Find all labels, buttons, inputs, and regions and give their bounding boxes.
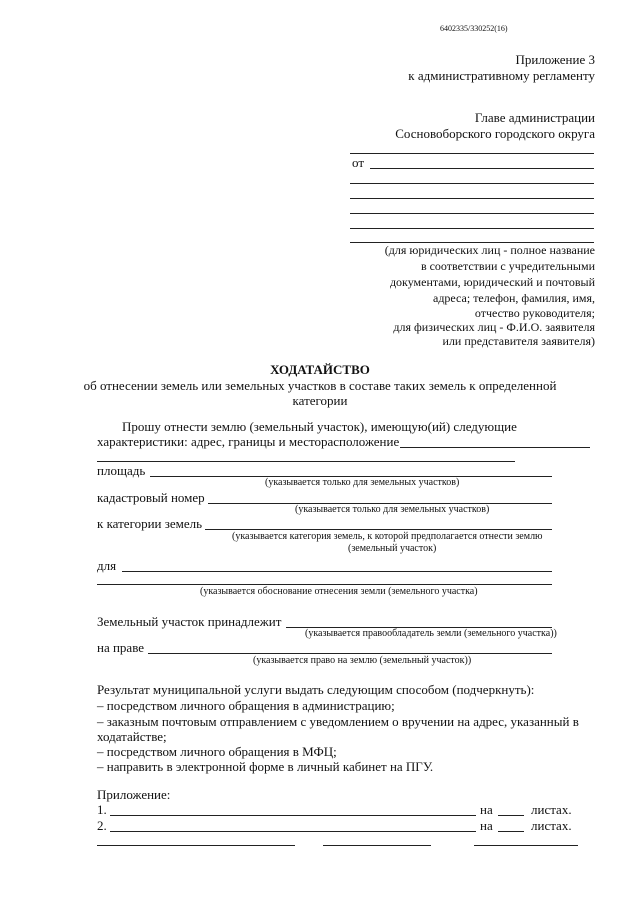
attachment-field[interactable] [110, 831, 476, 832]
applicant-line[interactable] [370, 168, 594, 169]
attachment-sheets-field[interactable] [498, 815, 524, 816]
applicant-note-line: или представителя заявителя) [442, 334, 595, 348]
for-field[interactable] [97, 584, 552, 585]
attachment-sheets-field[interactable] [498, 831, 524, 832]
category-hint: (указывается категория земель, к которой предполагается отнести землю [232, 531, 543, 542]
appendix-line-2: к административному регламенту [408, 68, 595, 83]
right-hint: (указывается право на землю (земельный участок)) [253, 655, 472, 666]
owner-hint: (указывается правообладатель земли (земельного участка)) [305, 628, 557, 639]
signature-line[interactable] [323, 845, 431, 846]
applicant-note-line: документами, юридический и почтовый [389, 275, 595, 289]
request-text-address: характеристики: адрес, границы и месторасположение [97, 434, 400, 449]
attachment-on-label: на [480, 818, 493, 833]
applicant-line[interactable] [350, 213, 594, 214]
applicant-line[interactable] [350, 198, 594, 199]
applicant-note-line: (для юридических лиц - полное название [384, 243, 595, 257]
category-label: к категории земель [97, 516, 203, 531]
document-title-text: ХОДАТАЙСТВО [270, 362, 370, 377]
from-label: от [352, 155, 365, 170]
attachment-number: 2. [97, 818, 107, 833]
owner-label: Земельный участок принадлежит [97, 614, 282, 629]
result-option[interactable]: – посредством личного обращения в МФЦ; [97, 744, 337, 759]
appendix-line-1: Приложение 3 [515, 52, 595, 67]
signature-date-line[interactable] [97, 845, 295, 846]
attachment-number: 1. [97, 802, 107, 817]
address-field[interactable] [400, 447, 590, 448]
document-subtitle: категории [292, 393, 348, 408]
result-option-continued: ходатайстве; [97, 729, 167, 744]
result-option[interactable]: – посредством личного обращения в администрацию; [97, 698, 395, 713]
attachment-sheets-label: листах. [531, 818, 572, 833]
cadastral-label: кадастровый номер [97, 490, 205, 505]
signature-name-line[interactable] [474, 845, 578, 846]
request-text: Прошу отнести землю (земельный участок), имеющую(ий) следующие [122, 419, 517, 434]
document-code: 6402335/330252(16) [440, 24, 508, 33]
for-label: для [97, 558, 117, 573]
right-field[interactable] [148, 653, 552, 654]
addressee-line-1: Главе администрации [474, 110, 595, 125]
applicant-note-line: для физических лиц - Ф.И.О. заявителя [393, 320, 595, 334]
applicant-note-line: адреса; телефон, фамилия, имя, [433, 291, 595, 305]
applicant-line[interactable] [350, 228, 594, 229]
right-label: на праве [97, 640, 145, 655]
category-hint: (земельный участок) [348, 543, 437, 554]
area-label: площадь [97, 463, 146, 478]
for-hint: (указывается обоснование отнесения земли (земельного участка) [200, 586, 478, 597]
attachment-on-label: на [480, 802, 493, 817]
attachments-heading: Приложение: [97, 787, 171, 802]
document-title [0, 362, 640, 378]
result-option[interactable]: – направить в электронной форме в личный кабинет на ПГУ. [97, 759, 434, 774]
applicant-line[interactable] [350, 153, 594, 154]
address-field[interactable] [97, 461, 515, 462]
applicant-note-line: в соответствии с учредительными [420, 259, 595, 273]
for-field[interactable] [122, 571, 552, 572]
addressee-line-2: Сосновоборского городского округа [395, 126, 595, 141]
applicant-line[interactable] [350, 183, 594, 184]
document-subtitle: об отнесении земель или земельных участков в составе таких земель к определенной [83, 378, 557, 393]
applicant-note-line: отчество руководителя; [474, 306, 595, 320]
area-hint: (указывается только для земельных участков) [265, 477, 460, 488]
attachment-sheets-label: листах. [531, 802, 572, 817]
category-field[interactable] [205, 529, 552, 530]
result-option[interactable]: – заказным почтовым отправлением с уведомлением о вручении на адрес, указанный в [97, 714, 579, 729]
cadastral-hint: (указывается только для земельных участков) [295, 504, 490, 515]
result-heading: Результат муниципальной услуги выдать следующим способом (подчеркнуть): [97, 682, 535, 697]
attachment-field[interactable] [110, 815, 476, 816]
